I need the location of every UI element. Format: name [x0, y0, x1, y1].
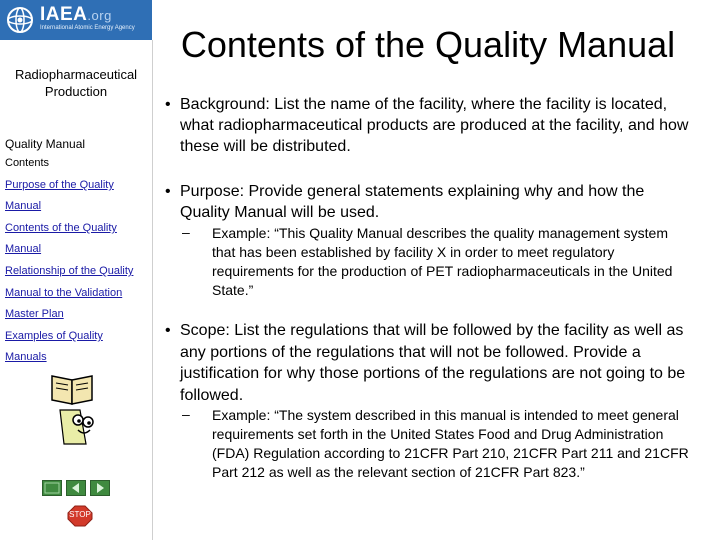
stop-button[interactable] [67, 505, 93, 527]
sidebar-link-relationship-line2[interactable]: Manual to the Validation [5, 287, 123, 299]
sub-bullet-purpose-example: Example: “This Quality Manual describes the quality management system that has been established by facility X in order to meet regulatory requirements for the production of PET radiopharmaceuticals in the United State.” [212, 225, 673, 298]
bullet-scope: Scope: List the regulations that will be followed by the facility as well as any portions of the regulations that will not be followed. Provide a justification for why those portions of the regulations are not going to be followed. [180, 322, 686, 404]
logo-tld: .org [87, 8, 112, 23]
forward-button[interactable] [90, 480, 110, 496]
back-arrow-icon [67, 481, 85, 495]
sidebar-section-title: Radiopharmaceutical Production [14, 67, 138, 99]
sidebar-link-relationship-line1[interactable]: Relationship of the Quality [5, 265, 134, 277]
logo-name: IAEA.org [40, 4, 112, 25]
sidebar-group-label: Quality Manual [5, 137, 86, 151]
bullet-marker: • [165, 322, 171, 339]
sidebar-link-examples-line2[interactable]: Manuals [5, 351, 47, 363]
logo-tagline: International Atomic Energy Agency [40, 25, 135, 31]
sub-bullet-scope-example: Example: “The system described in this manual is intended to meet general requirements set forth in the United States Food and Drug Administration (FDA) Regulation according to 21CFR Part 210, 21CFR Part 211 and 21CFR Part 212 as well as the relevant section of 21CFR Part 823.” [212, 407, 689, 480]
sidebar-link-examples-line1[interactable]: Examples of Quality [5, 330, 103, 342]
sidebar-link-purpose-line2[interactable]: Manual [5, 200, 42, 212]
stop-label: STOP [69, 510, 91, 519]
back-button[interactable] [66, 480, 86, 496]
sub-bullet-marker: – [182, 224, 190, 240]
sidebar-current-item: Contents [5, 157, 50, 169]
sidebar-link-contents-line2[interactable]: Manual [5, 243, 42, 255]
sub-bullet-marker: – [182, 406, 190, 422]
forward-arrow-icon [91, 481, 109, 495]
sidebar-divider [152, 40, 153, 540]
bullet-background: Background: List the name of the facility, where the facility is located, what radiopharmaceutical products are produced at the facility, and how these will be distributed. [180, 96, 689, 155]
bullet-marker: • [165, 183, 171, 200]
sidebar-link-contents-line1[interactable]: Contents of the Quality [5, 222, 117, 234]
bullet-purpose: Purpose: Provide general statements explaining why and how the Quality Manual will be used. [180, 183, 645, 221]
reader-book-icon [48, 370, 98, 448]
iaea-logo-icon [6, 6, 34, 34]
sidebar-link-purpose-line1[interactable]: Purpose of the Quality [5, 179, 114, 191]
home-icon [43, 481, 61, 495]
iaea-logo[interactable] [0, 0, 152, 40]
page-title: Contents of the Quality Manual [180, 24, 676, 65]
bullet-marker: • [165, 96, 171, 113]
home-button[interactable] [42, 480, 62, 496]
sidebar-link-relationship-line3[interactable]: Master Plan [5, 308, 64, 320]
